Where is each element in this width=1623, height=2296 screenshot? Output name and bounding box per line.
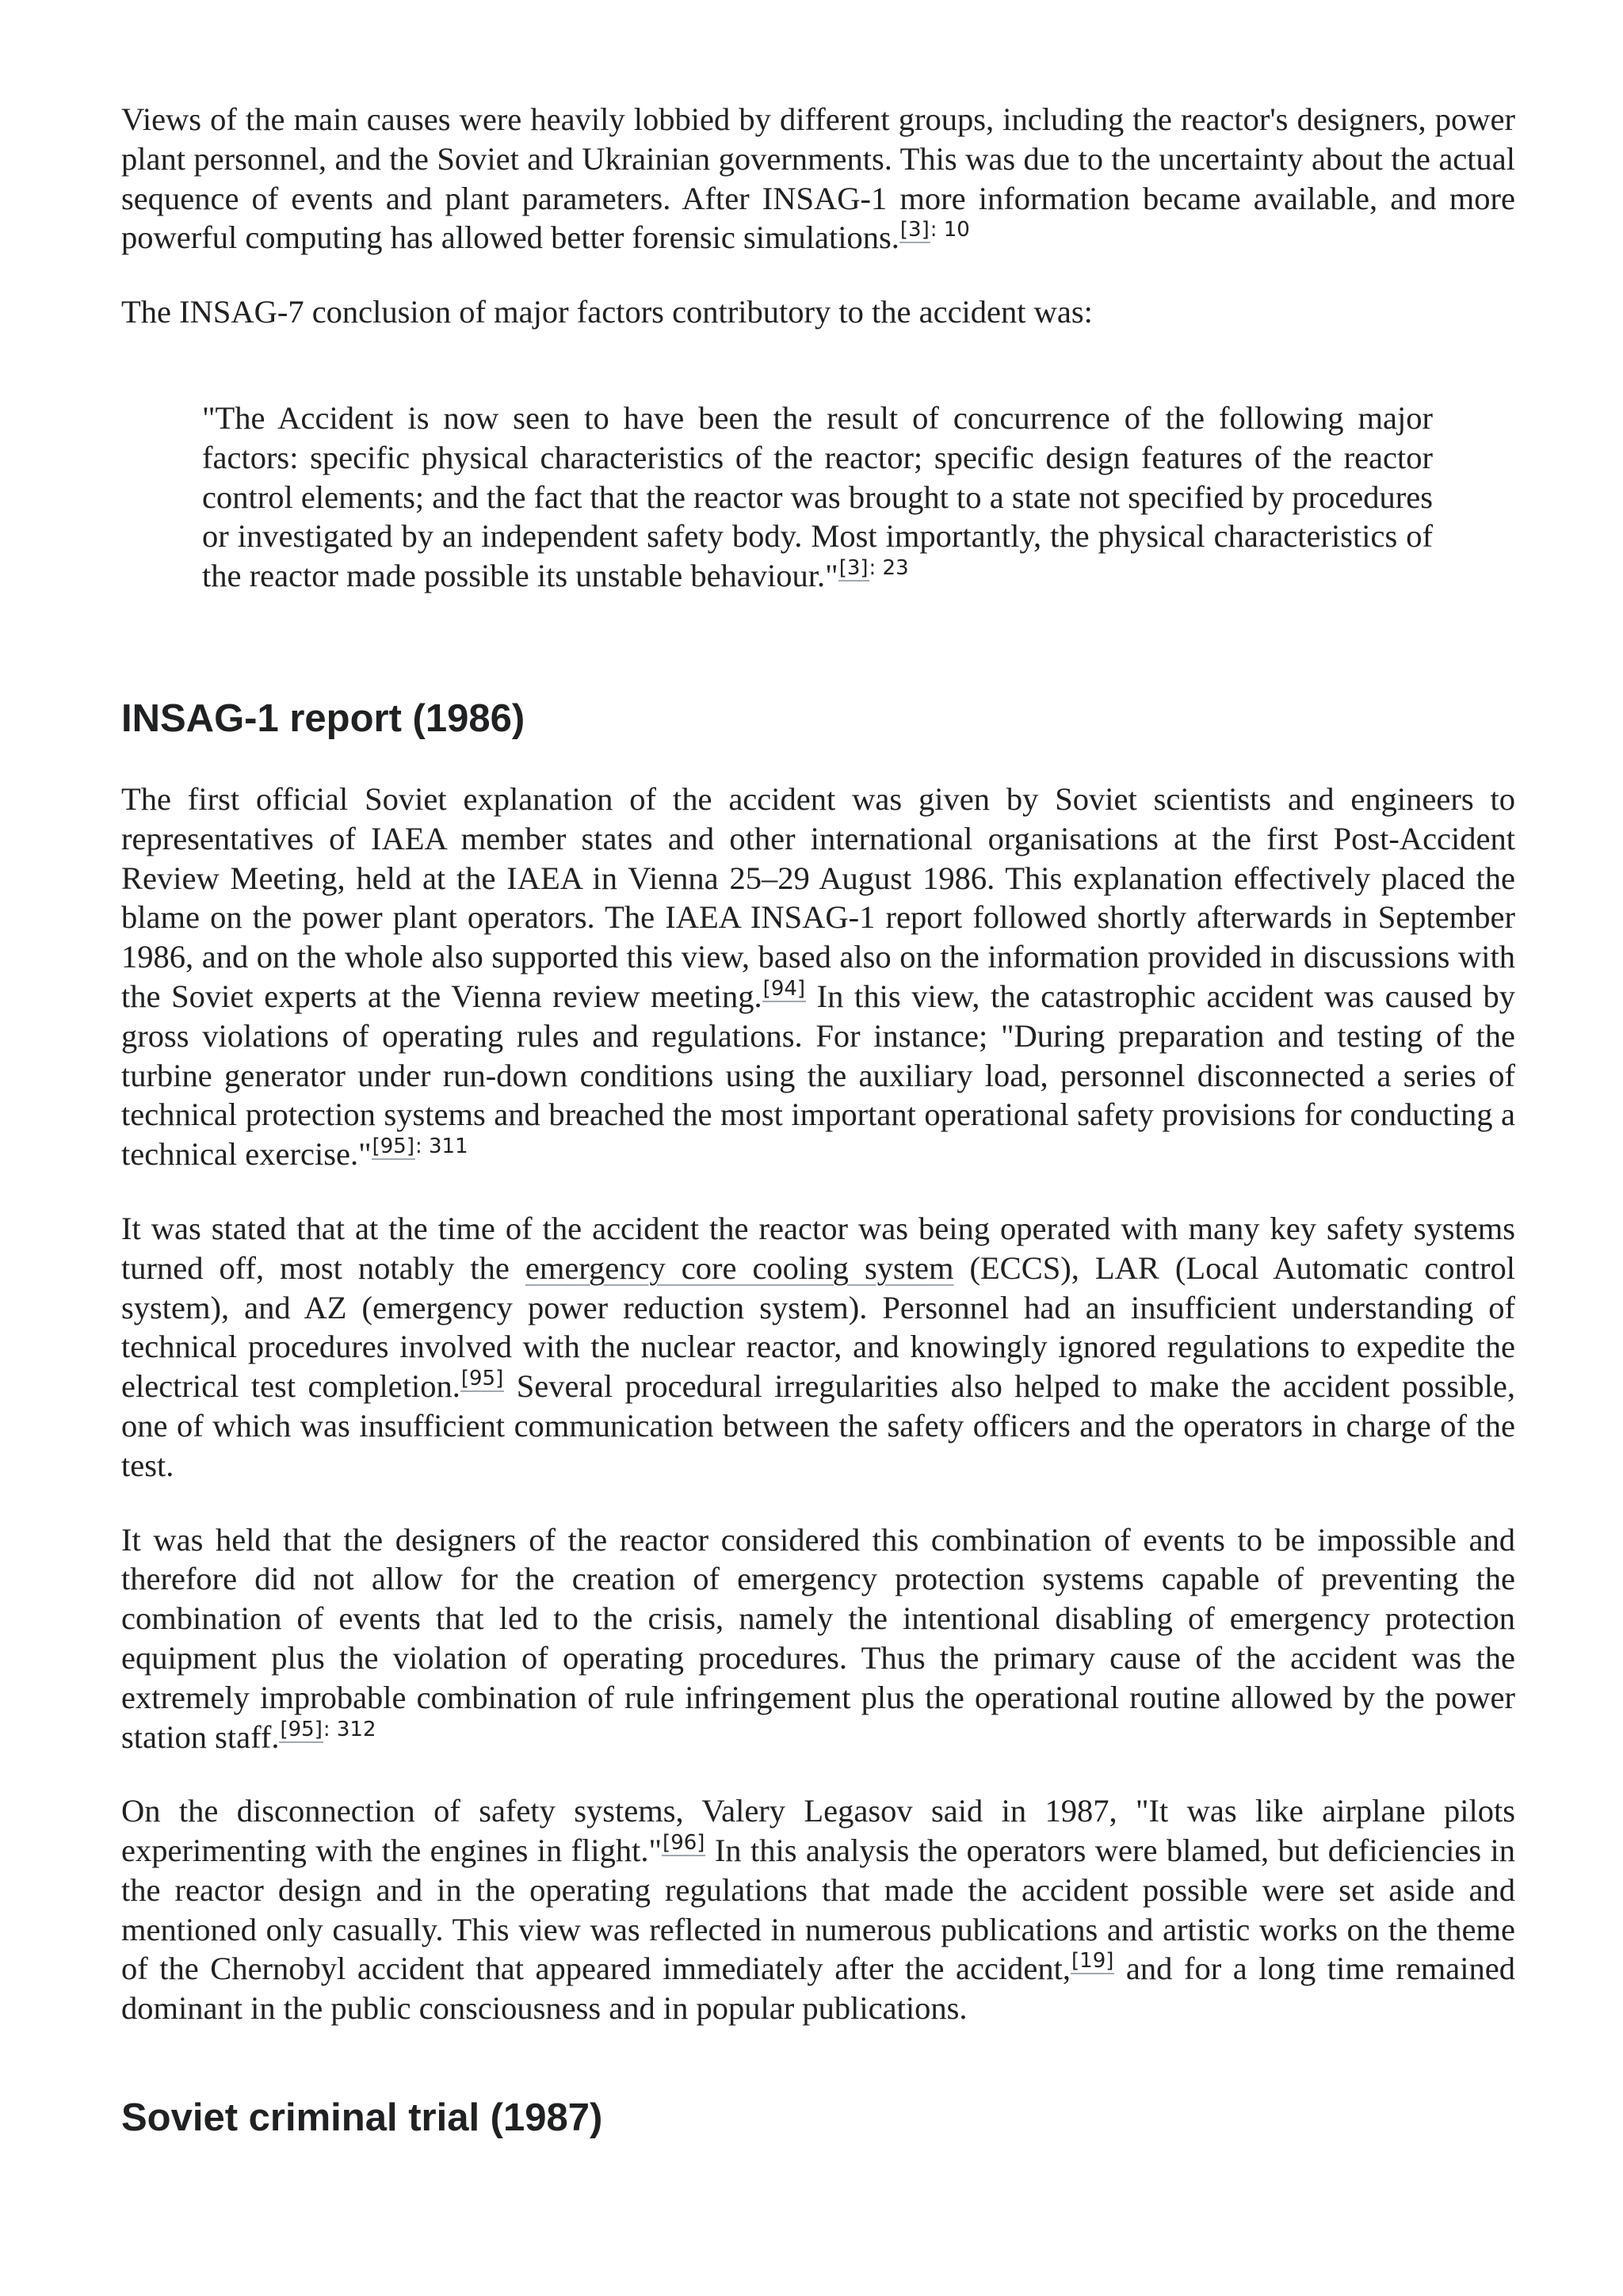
paragraph-text: It was held that the designers of the reactor considered this combination of events to be impossible and therefore did not allow for the creation of emergency protection systems capable of preventing the combination of events that led to the crisis, namely the intentional disabling of emergency protection equipment plus the violation of operating procedures. Thus the primary cause of the accident was the extremely improbable combination of rule infringement plus the operational routine allowed by the power station staff. bbox=[121, 1521, 1515, 1755]
citation-link[interactable]: [95] bbox=[280, 1717, 323, 1741]
citation bbox=[838, 556, 909, 580]
citation bbox=[279, 1718, 376, 1741]
section-heading-criminal-trial: Soviet criminal trial (1987) bbox=[121, 2096, 603, 2140]
paragraph-insag1-legasov bbox=[121, 1791, 1515, 2028]
citation-page: : 10 bbox=[930, 218, 970, 242]
citation bbox=[662, 1831, 705, 1855]
citation-link[interactable]: [95] bbox=[372, 1135, 414, 1159]
paragraph-intro-causes bbox=[121, 100, 1515, 257]
citation bbox=[460, 1367, 504, 1390]
paragraph-text: On the disconnection of safety systems, Valery Legasov said in 1987, "It was like airplane pilots experimenting with the engines in flight." bbox=[121, 1793, 1515, 1869]
paragraph-text: The INSAG-7 conclusion of major factors contributory to the accident was: bbox=[121, 294, 1093, 330]
citation-link[interactable]: [96] bbox=[663, 1831, 705, 1855]
article-content bbox=[121, 100, 1515, 2179]
paragraph-insag1-explanation bbox=[121, 780, 1515, 1174]
paragraph-text: and for a long time remained dominant in the public consciousness and in popular publications. bbox=[121, 1951, 1515, 2027]
citation bbox=[762, 977, 806, 1001]
link-emergency-core-cooling-system[interactable]: emergency core cooling system bbox=[525, 1249, 954, 1286]
paragraph-text: It was stated that at the time of the accident the reactor was being operated with many key safety systems turned off, most notably the bbox=[121, 1210, 1515, 1286]
citation-page: : 311 bbox=[414, 1135, 468, 1159]
citation-link[interactable]: [3] bbox=[838, 556, 869, 581]
paragraph-insag1-designers bbox=[121, 1520, 1515, 1757]
citation-page: : 23 bbox=[869, 556, 909, 581]
paragraph-insag1-safety-systems bbox=[121, 1209, 1515, 1486]
citation bbox=[899, 218, 970, 242]
paragraph-text: In this view, the catastrophic accident was caused by gross violations of operating rules and regulations. For instance; "During preparation and testing of the turbine generator under run-down conditions using the auxiliary load, personnel disconnected a series of technical protection systems and breached the most important operational safety provisions for conducting a technical exercise." bbox=[121, 978, 1515, 1173]
section-heading-insag1: INSAG-1 report (1986) bbox=[121, 696, 525, 740]
paragraph-insag7-conclusion bbox=[121, 292, 1515, 332]
citation bbox=[1071, 1949, 1114, 1973]
paragraph-text: In this analysis the operators were blamed, but deficiencies in the reactor design and in the operating regulations that made the accident possible were set aside and mentioned only casually. This view was reflected in numerous publications and artistic works on the theme of the Chernobyl accident that appeared immediately after the accident, bbox=[121, 1833, 1515, 1987]
citation-link[interactable]: [19] bbox=[1071, 1949, 1114, 1974]
paragraph-text: (ECCS), LAR (Local Automatic control system), and AZ (emergency power reduction system). Personnel had an insufficient understanding of technical procedures involved with the nuclear reactor, and knowingly ignored regulations to expedite the electrical test completion. bbox=[121, 1249, 1515, 1405]
blockquote-insag7 bbox=[202, 399, 1433, 596]
citation bbox=[372, 1135, 468, 1158]
quote-text bbox=[202, 399, 1433, 596]
citation-link[interactable]: [3] bbox=[899, 218, 930, 242]
citation-link[interactable]: [95] bbox=[460, 1367, 504, 1391]
citation-link[interactable]: [94] bbox=[762, 976, 806, 1001]
paragraph-text: Views of the main causes were heavily lobbied by different groups, including the reactor's designers, power plant personnel, and the Soviet and Ukrainian governments. This was due to the uncertainty about the actual sequence of events and plant parameters. After INSAG-1 more information became available, and more powerful computing has allowed better forensic simulations. bbox=[121, 101, 1515, 256]
paragraph-text: Several procedural irregularities also helped to make the accident possible, one of which was insufficient communication between the safety officers and the operators in charge of the test. bbox=[121, 1368, 1515, 1483]
citation-page: : 312 bbox=[323, 1717, 376, 1741]
quote-body: "The Accident is now seen to have been the result of concurrence of the following major factors: specific physical characteristics of the reactor; specific design features of the reactor control elements; and the fact that the reactor was brought to a state not specified by procedures or investigated by an independent safety body. Most importantly, the physical characteristics of the reactor made possible its unstable behaviour." bbox=[202, 399, 1433, 594]
paragraph-text: The first official Soviet explanation of the accident was given by Soviet scientists and engineers to representatives of IAEA member states and other international organisations at the first Post-Accident Review Meeting, held at the IAEA in Vienna 25–29 August 1986. This explanation effectively placed the blame on the power plant operators. The IAEA INSAG-1 report followed shortly afterwards in September 1986, and on the whole also supported this view, based also on the information provided in discussions with the Soviet experts at the Vienna review meeting. bbox=[121, 780, 1515, 1014]
